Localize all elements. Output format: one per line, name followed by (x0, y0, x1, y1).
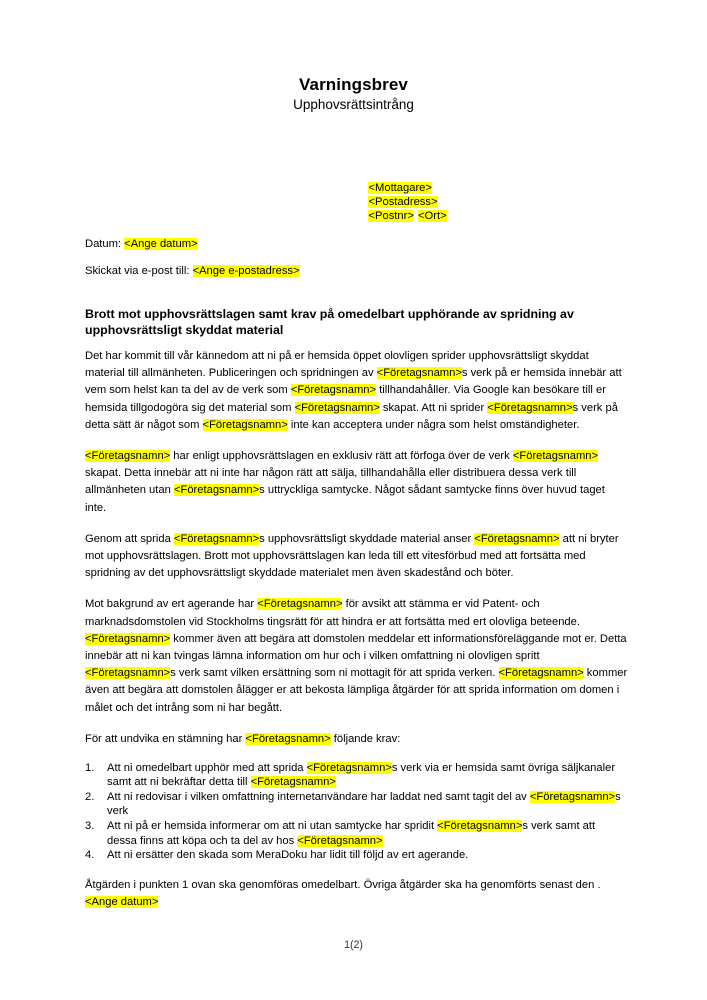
paragraph-4 (85, 596, 628, 716)
closing-date-placeholder: <Ange datum> (85, 895, 159, 908)
title-block (0, 74, 707, 114)
recipient-name-placeholder: <Mottagare> (368, 182, 432, 194)
list-item-text-a: Att ni på er hemsida informerar om att ni utan samtycke har spridit (107, 820, 438, 833)
company-placeholder: <Företagsnamn> (306, 762, 392, 775)
recipient-address-block (368, 181, 447, 224)
list-item (85, 848, 628, 862)
list-item-text-a: Att ni redovisar i vilken omfattning internetanvändare har laddat ned samt tagit del av (107, 791, 530, 804)
paragraph-5-intro (85, 731, 628, 748)
section-heading: Brott mot upphovsrättslagen samt krav på omedelbart upphörande av spridning av upphovsrättsligt skyddat material (85, 307, 574, 337)
p1-text-a: Det har kommit till vår kännedom att ni på er hemsida öppet olovligen sprider upphovsrättsligt skyddat material till allmänheten. Publiceringen och spridningen av (85, 350, 589, 380)
requirements-list (85, 761, 628, 863)
company-placeholder: <Företagsnamn> (257, 598, 343, 611)
company-placeholder: <Företagsnamn> (290, 384, 377, 397)
page-title: Varningsbrev (299, 75, 408, 94)
list-item-text-b: s verk samt att dessa finns att köpa och ta del av hos (107, 820, 596, 847)
email-line (85, 264, 300, 279)
p1-text-e: s verk på detta sätt är något som (85, 401, 618, 431)
page-footer (0, 939, 707, 951)
list-item-number: 3. (85, 820, 95, 833)
list-item-text-b: s verk (107, 791, 621, 818)
list-item-number: 1. (85, 762, 95, 775)
p5-text-a: För att undvika en stämning har (85, 732, 246, 745)
closing-paragraph (85, 877, 628, 911)
company-placeholder: <Företagsnamn> (474, 532, 560, 545)
company-placeholder: <Företagsnamn> (512, 450, 599, 463)
list-item-text-a: Att ni omedelbart upphör med att sprida (107, 762, 307, 775)
p3-text-c: att ni bryter mot upphovsrättslagen. Brott mot upphovsrättslagen kan leda till ett vitesförbud med att fortsätta med spridning av det upphovsrättsligt skyddade materialet men även skadestånd och böter. (85, 532, 619, 580)
p5-text-b: följande krav: (330, 732, 401, 745)
date-line (85, 237, 198, 252)
company-placeholder: <Företagsnamn> (85, 632, 171, 645)
list-item-number: 4. (85, 849, 95, 862)
p4-text-b: för avsikt att stämma er vid Patent- och marknadsdomstolen vid Stockholms tingsrätt för att hindra er att fortsätta med ert olovliga beteende. (85, 598, 580, 628)
list-item (85, 819, 628, 848)
recipient-postnr-placeholder: <Postnr> (368, 210, 414, 223)
closing-text: Åtgärden i punkten 1 ovan ska genomföras omedelbart. Övriga åtgärder ska ha genomförts senast den . (85, 878, 601, 891)
page-number: 1(2) (344, 939, 363, 951)
document-body (85, 348, 628, 925)
date-value-placeholder: <Ange datum> (124, 238, 198, 250)
p4-text-d: s verk samt vilken ersättning som ni mottagit för att sprida verken. (170, 667, 499, 680)
p2-text-a: har enligt upphovsrättslagen en exklusiv rätt att förfoga över de verk (170, 450, 513, 463)
p1-text-c: tillhandahåller. Via Google kan besökare till er hemsida tillgodogöra sig det material som (85, 384, 606, 414)
recipient-line-name (368, 181, 447, 195)
p3-text-b: s upphovsrättsligt skyddade material anser (259, 532, 475, 545)
email-label: Skickat via e-post till: (85, 265, 190, 277)
recipient-line-city (368, 209, 447, 223)
company-placeholder: <Företagsnamn> (487, 401, 573, 414)
company-placeholder: <Företagsnamn> (85, 667, 171, 680)
list-item (85, 790, 628, 819)
company-placeholder: <Företagsnamn> (294, 401, 380, 414)
company-placeholder: <Företagsnamn> (529, 791, 616, 804)
p1-text-d: skapat. Att ni sprider (379, 401, 488, 414)
p4-text-c: kommer även att begära att domstolen meddelar ett informationsföreläggande mot er. Detta innebär att ni kan tvingas lämna information om hur och i vilken omfattning ni olovligen spritt (85, 632, 627, 663)
list-item-number: 2. (85, 791, 95, 804)
list-item-text-a: Att ni ersätter den skada som MeraDoku har lidit till följd av ert agerande. (107, 849, 469, 862)
email-value-placeholder: <Ange e-postadress> (192, 265, 300, 277)
p4-text-e: kommer även att begära att domstolen ålägger er att bekosta lämpliga åtgärder för att sprida information om domen i målet och det intrång som ni har begått. (85, 667, 628, 714)
page-subtitle: Upphovsrättsintrång (293, 97, 414, 112)
paragraph-2 (85, 448, 628, 517)
company-placeholder: <Företagsnamn> (498, 667, 584, 680)
company-placeholder: <Företagsnamn> (297, 834, 383, 847)
company-placeholder: <Företagsnamn> (202, 418, 288, 431)
p2-text-c: s uttryckliga samtycke. Något sådant samtycke finns över huvud taget inte. (85, 484, 605, 514)
company-placeholder: <Företagsnamn> (250, 776, 336, 789)
company-placeholder: <Företagsnamn> (245, 732, 331, 745)
p2-text-b: skapat. Detta innebär att ni inte har någon rätt att sälja, tillhandahålla eller distribuera dessa verk till allmänheten utan (85, 467, 577, 497)
company-placeholder: <Företagsnamn> (376, 367, 462, 380)
company-placeholder: <Företagsnamn> (437, 820, 523, 833)
paragraph-3 (85, 531, 628, 583)
company-placeholder: <Företagsnamn> (85, 450, 171, 463)
recipient-street-placeholder: <Postadress> (368, 196, 438, 209)
p3-text-a: Genom att sprida (85, 532, 174, 545)
date-label: Datum: (85, 238, 122, 250)
paragraph-1 (85, 348, 628, 434)
company-placeholder: <Företagsnamn> (173, 484, 260, 497)
list-item (85, 761, 628, 790)
p1-text-b: s verk på er hemsida innebär att vem som helst kan ta del av de verk som (85, 367, 622, 397)
p1-text-f: inte kan acceptera under några som helst omständigheter. (287, 418, 580, 431)
p4-text-a: Mot bakgrund av ert agerande har (85, 598, 258, 611)
recipient-line-street (368, 195, 447, 209)
recipient-ort-placeholder: <Ort> (418, 210, 447, 223)
list-item-text-b: s verk via er hemsida samt övriga säljkanaler samt att ni bekräftar detta till (107, 762, 616, 789)
company-placeholder: <Företagsnamn> (173, 532, 260, 545)
